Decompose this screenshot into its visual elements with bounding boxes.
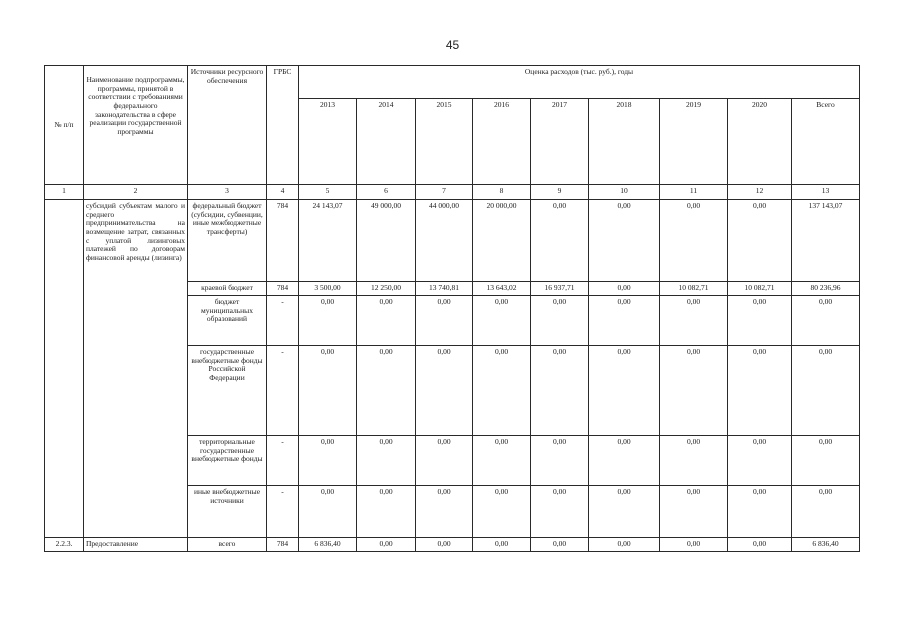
header-estimate: Оценка расходов (тыс. руб.), годы <box>299 66 860 99</box>
column-number: 5 <box>299 185 357 200</box>
value-cell: 0,00 <box>660 346 728 436</box>
value-cell-total: 0,00 <box>792 436 860 486</box>
value-cell: 0,00 <box>589 200 660 282</box>
value-cell: 0,00 <box>357 436 416 486</box>
header-year: 2017 <box>531 99 589 185</box>
value-cell-total: 0,00 <box>792 346 860 436</box>
table-row <box>45 200 860 282</box>
value-cell: 0,00 <box>473 346 531 436</box>
source-cell: краевой бюджет <box>188 282 267 296</box>
row-num-cell <box>45 200 84 538</box>
value-cell: 0,00 <box>299 486 357 538</box>
value-cell: 0,00 <box>660 538 728 552</box>
value-cell: 13 643,02 <box>473 282 531 296</box>
header-year: 2014 <box>357 99 416 185</box>
value-cell: 0,00 <box>357 346 416 436</box>
value-cell-total: 6 836,40 <box>792 538 860 552</box>
column-number: 8 <box>473 185 531 200</box>
value-cell: 0,00 <box>728 538 792 552</box>
value-cell: 0,00 <box>660 296 728 346</box>
value-cell: 3 500,00 <box>299 282 357 296</box>
value-cell: 0,00 <box>531 436 589 486</box>
value-cell: 0,00 <box>660 200 728 282</box>
value-cell: 0,00 <box>589 436 660 486</box>
header-year: 2020 <box>728 99 792 185</box>
value-cell: 10 082,71 <box>660 282 728 296</box>
value-cell: 0,00 <box>660 486 728 538</box>
header-name: Наименование подпрограммы, программы, принятой в соответствии с требованиями федерального законодательства в сфере реализации государственной программы <box>84 66 188 185</box>
column-number: 4 <box>267 185 299 200</box>
source-cell: территориальные государственные внебюджетные фонды <box>188 436 267 486</box>
value-cell: 0,00 <box>728 200 792 282</box>
value-cell: 12 250,00 <box>357 282 416 296</box>
grbs-cell: 784 <box>267 200 299 282</box>
column-number: 11 <box>660 185 728 200</box>
value-cell: 0,00 <box>728 436 792 486</box>
value-cell: 0,00 <box>416 346 473 436</box>
header-year-total: Всего <box>792 99 860 185</box>
value-cell: 24 143,07 <box>299 200 357 282</box>
grbs-cell: - <box>267 486 299 538</box>
value-cell: 0,00 <box>589 538 660 552</box>
value-cell: 44 000,00 <box>416 200 473 282</box>
value-cell-total: 0,00 <box>792 486 860 538</box>
value-cell: 0,00 <box>589 486 660 538</box>
column-number: 2 <box>84 185 188 200</box>
column-number: 13 <box>792 185 860 200</box>
value-cell: 0,00 <box>416 296 473 346</box>
header-year: 2019 <box>660 99 728 185</box>
value-cell: 0,00 <box>728 486 792 538</box>
grbs-cell: - <box>267 296 299 346</box>
header-year: 2013 <box>299 99 357 185</box>
value-cell: 0,00 <box>589 296 660 346</box>
column-number: 9 <box>531 185 589 200</box>
header-source: Источники ресурсного обеспечения <box>188 66 267 185</box>
value-cell-total: 137 143,07 <box>792 200 860 282</box>
value-cell: 0,00 <box>473 538 531 552</box>
value-cell: 10 082,71 <box>728 282 792 296</box>
value-cell: 0,00 <box>531 200 589 282</box>
value-cell: 0,00 <box>357 486 416 538</box>
grbs-cell: 784 <box>267 538 299 552</box>
column-numbers-row <box>45 185 860 200</box>
value-cell: 0,00 <box>473 486 531 538</box>
value-cell: 6 836,40 <box>299 538 357 552</box>
page-number: 45 <box>445 38 460 52</box>
column-number: 6 <box>357 185 416 200</box>
header-year: 2015 <box>416 99 473 185</box>
value-cell: 20 000,00 <box>473 200 531 282</box>
column-number: 1 <box>45 185 84 200</box>
budget-table <box>44 65 860 552</box>
value-cell: 16 937,71 <box>531 282 589 296</box>
value-cell-total: 0,00 <box>792 296 860 346</box>
value-cell: 0,00 <box>416 538 473 552</box>
value-cell: 0,00 <box>473 436 531 486</box>
value-cell: 0,00 <box>589 346 660 436</box>
column-number: 7 <box>416 185 473 200</box>
value-cell: 0,00 <box>660 436 728 486</box>
source-cell: федеральный бюджет (субсидии, субвенции, иные межбюджетные трансферты) <box>188 200 267 282</box>
value-cell: 0,00 <box>531 486 589 538</box>
row-num-cell: 2.2.3. <box>45 538 84 552</box>
value-cell: 0,00 <box>473 296 531 346</box>
header-num: № п/п <box>45 66 84 185</box>
grbs-cell: 784 <box>267 282 299 296</box>
column-number: 3 <box>188 185 267 200</box>
column-number: 12 <box>728 185 792 200</box>
value-cell: 13 740,81 <box>416 282 473 296</box>
source-cell: бюджет муниципальных образований <box>188 296 267 346</box>
value-cell: 0,00 <box>357 538 416 552</box>
source-cell: государственные внебюджетные фонды Российской Федерации <box>188 346 267 436</box>
value-cell: 0,00 <box>416 436 473 486</box>
value-cell: 0,00 <box>299 346 357 436</box>
value-cell: 0,00 <box>357 296 416 346</box>
source-cell: иные внебюджетные источники <box>188 486 267 538</box>
value-cell-total: 80 236,96 <box>792 282 860 296</box>
value-cell: 0,00 <box>416 486 473 538</box>
value-cell: 49 000,00 <box>357 200 416 282</box>
value-cell: 0,00 <box>531 346 589 436</box>
value-cell: 0,00 <box>728 346 792 436</box>
table-row <box>45 538 860 552</box>
header-year: 2016 <box>473 99 531 185</box>
group-name: субсидий субъектам малого и среднего предпринимательства на возмещение затрат, связанных с уплатой лизинговых платежей по договорам финансовой аренды (лизинга) <box>84 200 188 538</box>
header-grbs: ГРБС <box>267 66 299 185</box>
value-cell: 0,00 <box>531 538 589 552</box>
header-year: 2018 <box>589 99 660 185</box>
value-cell: 0,00 <box>728 296 792 346</box>
value-cell: 0,00 <box>589 282 660 296</box>
grbs-cell: - <box>267 346 299 436</box>
row-name-cell: Предоставление <box>84 538 188 552</box>
source-cell: всего <box>188 538 267 552</box>
value-cell: 0,00 <box>531 296 589 346</box>
value-cell: 0,00 <box>299 296 357 346</box>
header-row <box>45 66 860 99</box>
grbs-cell: - <box>267 436 299 486</box>
column-number: 10 <box>589 185 660 200</box>
value-cell: 0,00 <box>299 436 357 486</box>
